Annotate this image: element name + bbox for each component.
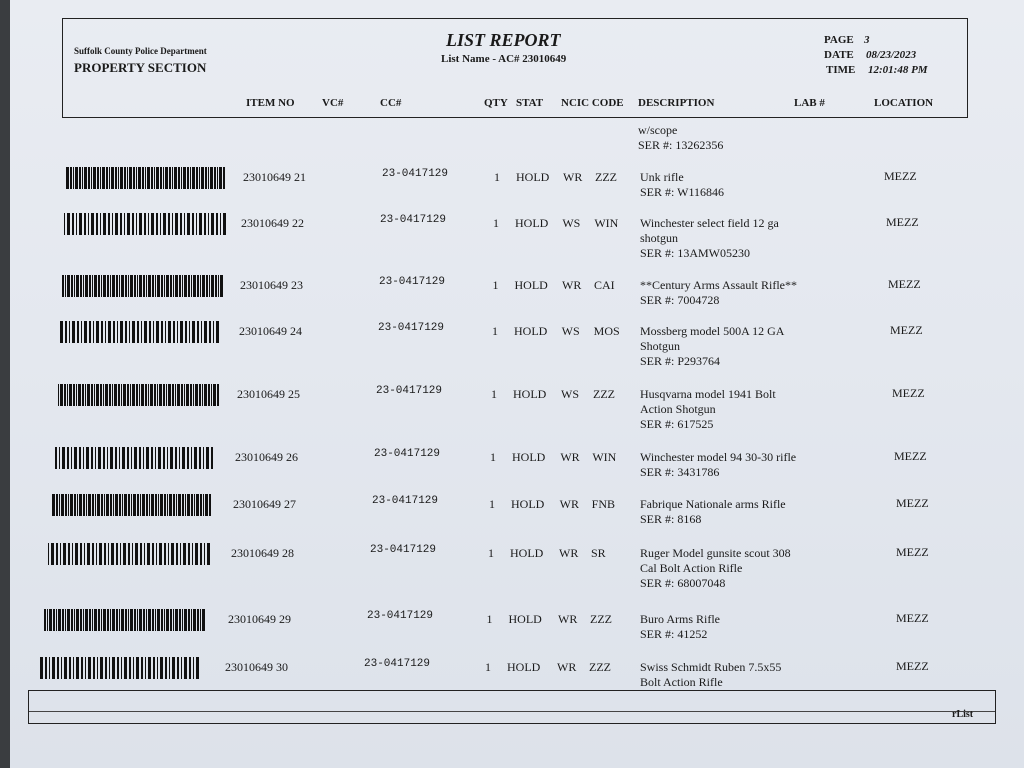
- list-name: List Name - AC# 23010649: [441, 53, 567, 65]
- ncic-code-2: ZZZ: [589, 660, 611, 674]
- item-description-line1: **Century Arms Assault Rifle**: [640, 278, 797, 292]
- item-barcode: [60, 321, 222, 343]
- item-barcode: [48, 543, 210, 565]
- item-qty: 1: [489, 497, 495, 511]
- department-name: Suffolk County Police Department: [74, 46, 207, 56]
- item-description-line1: Unk rifle: [640, 170, 684, 184]
- item-location: MEZZ: [886, 215, 919, 229]
- item-location: MEZZ: [884, 169, 917, 183]
- ncic-code-2: WIN: [594, 216, 619, 230]
- item-description-line2: Bolt Action Rifle: [640, 675, 723, 689]
- item-number: 23010649 22: [241, 216, 304, 230]
- item-status: HOLD: [511, 497, 545, 511]
- col-description: DESCRIPTION: [638, 97, 715, 109]
- item-description-line1: Buro Arms Rifle: [640, 612, 720, 626]
- col-vc: VC#: [322, 97, 344, 109]
- col-item-no: ITEM NO: [246, 97, 295, 109]
- item-barcode: [52, 494, 214, 516]
- item-barcode: [66, 167, 228, 189]
- time-value: 12:01:48 PM: [868, 64, 928, 76]
- carryover-desc-line1: w/scope: [638, 123, 678, 137]
- item-location: MEZZ: [896, 611, 929, 625]
- case-number: 23-0417129: [376, 385, 443, 397]
- item-location: MEZZ: [892, 386, 925, 400]
- item-location: MEZZ: [896, 545, 929, 559]
- item-description-line1: Winchester model 94 30-30 rifle: [640, 450, 797, 464]
- item-status: HOLD: [515, 216, 549, 230]
- report-title: LIST REPORT: [446, 30, 561, 50]
- item-description-line3: SER #: 617525: [640, 417, 714, 431]
- item-barcode: [44, 609, 206, 631]
- case-number: 23-0417129: [378, 322, 445, 334]
- item-status: HOLD: [514, 278, 548, 292]
- item-status: HOLD: [516, 170, 550, 184]
- item-barcode: [55, 447, 217, 469]
- item-number: 23010649 29: [228, 612, 291, 626]
- item-number: 23010649 25: [237, 387, 300, 401]
- ncic-code-1: WR: [563, 170, 583, 184]
- item-description-line3: SER #: 13AMW05230: [640, 246, 751, 260]
- ncic-code-2: MOS: [593, 324, 620, 338]
- case-number: 23-0417129: [374, 448, 441, 460]
- ncic-code-2: CAI: [594, 278, 615, 292]
- item-location: MEZZ: [896, 496, 929, 510]
- item-description-line2: Shotgun: [640, 339, 681, 353]
- col-ncic-code: NCIC CODE: [561, 97, 624, 109]
- col-stat: STAT: [516, 97, 544, 109]
- time-label: TIME: [826, 64, 856, 76]
- item-qty: 1: [486, 612, 493, 626]
- case-number: 23-0417129: [379, 276, 446, 288]
- item-number: 23010649 27: [233, 497, 296, 511]
- item-location: MEZZ: [890, 323, 923, 337]
- ncic-code-1: WS: [561, 387, 579, 401]
- item-description-line1: Winchester select field 12 ga: [640, 216, 779, 230]
- item-qty: 1: [488, 546, 494, 560]
- case-number: 23-0417129: [364, 658, 431, 670]
- item-barcode: [58, 384, 220, 406]
- carryover-desc-line2: SER #: 13262356: [638, 138, 724, 152]
- item-description-line1: Ruger Model gunsite scout 308: [640, 546, 791, 560]
- ncic-code-1: WR: [559, 546, 579, 560]
- item-description-line3: SER #: P293764: [640, 354, 721, 368]
- case-number: 23-0417129: [372, 495, 439, 507]
- item-qty: 1: [490, 450, 496, 464]
- item-description-line2: SER #: 8168: [640, 512, 702, 526]
- col-location: LOCATION: [874, 97, 934, 109]
- ncic-code-2: ZZZ: [590, 612, 612, 626]
- ncic-code-2: WIN: [592, 450, 617, 464]
- ncic-code-1: WR: [559, 497, 579, 511]
- ncic-code-1: WS: [561, 324, 580, 338]
- item-barcode: [62, 275, 224, 297]
- item-number: 23010649 21: [243, 170, 306, 184]
- page-label: PAGE: [824, 34, 854, 46]
- item-number: 23010649 30: [225, 660, 288, 674]
- item-number: 23010649 26: [235, 450, 298, 464]
- col-lab: LAB #: [794, 97, 825, 109]
- ncic-code-1: WR: [557, 660, 577, 674]
- ncic-code-2: FNB: [591, 497, 615, 511]
- report-id: rList: [952, 709, 974, 720]
- item-barcode: [40, 657, 202, 679]
- item-status: HOLD: [510, 546, 544, 560]
- col-cc: CC#: [380, 97, 402, 109]
- item-description-line1: Mossberg model 500A 12 GA: [640, 324, 785, 338]
- item-number: 23010649 24: [239, 324, 302, 338]
- item-status: HOLD: [508, 612, 542, 626]
- item-description-line2: SER #: 3431786: [640, 465, 720, 479]
- case-number: 23-0417129: [367, 610, 434, 622]
- item-status: HOLD: [507, 660, 541, 674]
- date-value: 08/23/2023: [866, 49, 917, 61]
- item-description-line3: SER #: 68007048: [640, 576, 726, 590]
- item-number: 23010649 28: [231, 546, 294, 560]
- ncic-code-1: WS: [562, 216, 581, 230]
- date-label: DATE: [824, 49, 854, 61]
- case-number: 23-0417129: [382, 168, 449, 180]
- item-qty: 1: [491, 387, 497, 401]
- ncic-code-2: ZZZ: [593, 387, 615, 401]
- ncic-code-2: SR: [591, 546, 606, 560]
- section-name: PROPERTY SECTION: [74, 60, 207, 75]
- item-qty: 1: [492, 324, 498, 338]
- ncic-code-1: WR: [558, 612, 578, 626]
- item-barcode: [64, 213, 226, 235]
- item-status: HOLD: [514, 324, 548, 338]
- item-description-line2: Cal Bolt Action Rifle: [640, 561, 743, 575]
- case-number: 23-0417129: [380, 214, 447, 226]
- item-description-line1: Swiss Schmidt Ruben 7.5x55: [640, 660, 782, 674]
- page-value: 3: [864, 34, 870, 46]
- col-qty: QTY: [484, 97, 508, 109]
- item-qty: 1: [485, 660, 491, 674]
- item-qty: 1: [492, 278, 499, 292]
- ncic-code-1: WR: [562, 278, 582, 292]
- item-location: MEZZ: [896, 659, 929, 673]
- item-description-line2: shotgun: [640, 231, 679, 245]
- item-qty: 1: [493, 216, 499, 230]
- item-description-line1: Fabrique Nationale arms Rifle: [640, 497, 786, 511]
- item-status: HOLD: [512, 450, 546, 464]
- item-location: MEZZ: [888, 277, 921, 291]
- item-description-line1: Husqvarna model 1941 Bolt: [640, 387, 776, 401]
- item-location: MEZZ: [894, 449, 927, 463]
- report-footer-box: [28, 690, 996, 724]
- item-description-line2: SER #: 41252: [640, 627, 708, 641]
- item-status: HOLD: [513, 387, 547, 401]
- ncic-code-2: ZZZ: [595, 170, 617, 184]
- item-description-line2: Action Shotgun: [640, 402, 716, 416]
- item-qty: 1: [494, 170, 500, 184]
- ncic-code-1: WR: [560, 450, 580, 464]
- item-description-line2: SER #: W116846: [640, 185, 725, 199]
- item-number: 23010649 23: [240, 278, 303, 292]
- item-description-line2: SER #: 7004728: [640, 293, 720, 307]
- case-number: 23-0417129: [370, 544, 437, 556]
